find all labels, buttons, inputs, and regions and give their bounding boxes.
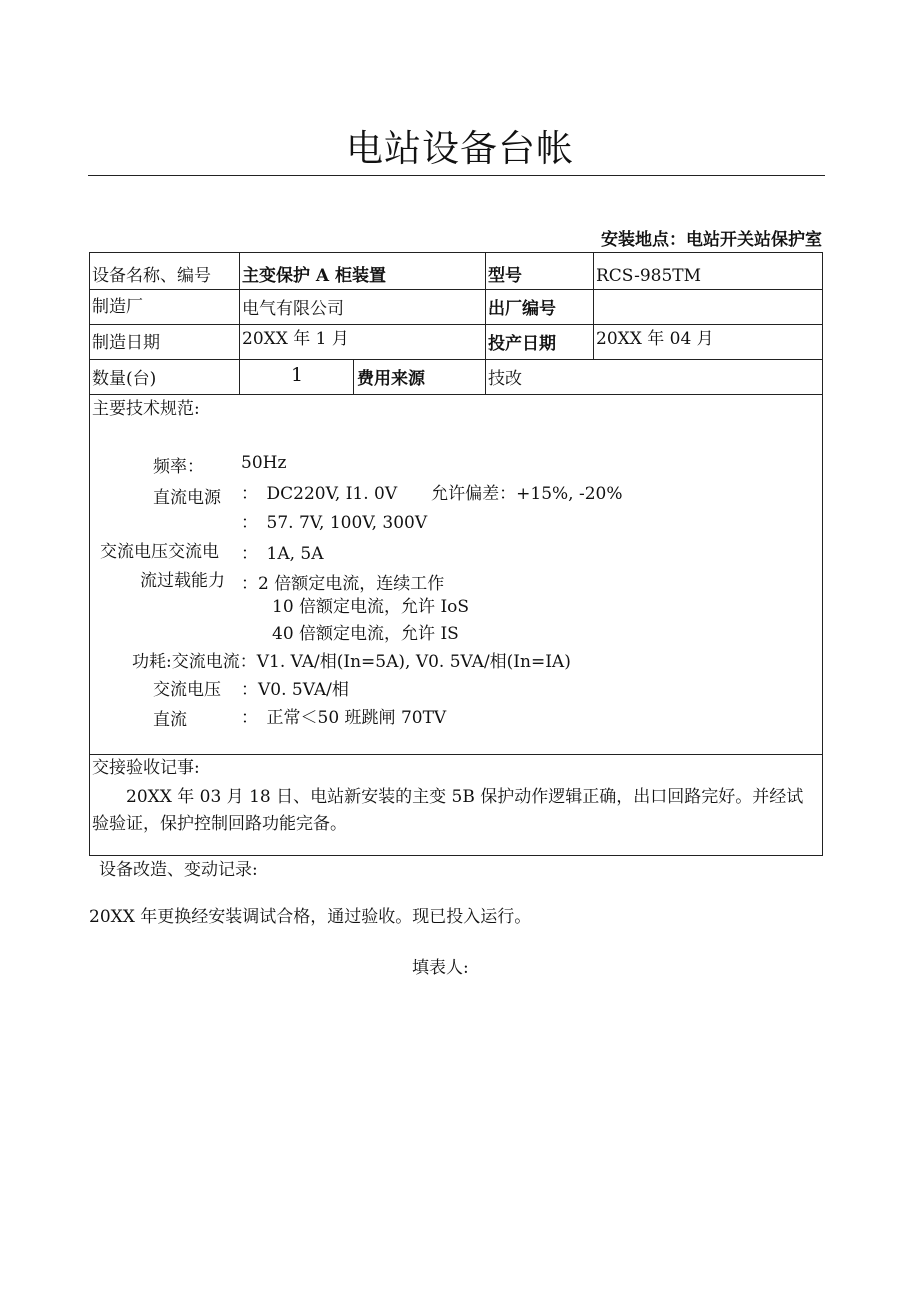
overload-label: 流过载能力	[140, 571, 225, 591]
filler-label: 填表人:	[412, 958, 469, 978]
dc-burden-label: 直流	[153, 710, 187, 730]
frequency-value: 50Hz	[241, 453, 287, 473]
manufacturer-label: 制造厂	[92, 297, 143, 317]
manufacture-date-label: 制造日期	[92, 333, 160, 353]
fund-source-value: 技改	[488, 369, 522, 389]
column-divider	[239, 252, 240, 394]
ac-voltage-value: ： 57. 7V, 100V, 300V	[241, 513, 428, 533]
fund-source-label: 费用来源	[357, 369, 425, 389]
row-divider	[89, 324, 823, 325]
dc-supply-value: ： DC220V, I1. 0V 允许偏差：+15%, -20%	[241, 484, 623, 504]
acceptance-heading: 交接验收记事:	[92, 758, 200, 778]
ac-voltage-burden-value: ：V0. 5VA/相	[241, 680, 349, 700]
commission-date-label: 投产日期	[488, 334, 556, 354]
dc-supply-label: 直流电源	[153, 488, 221, 508]
quantity-value: 1	[291, 364, 304, 386]
row-divider	[89, 394, 823, 395]
overload-value-2: 10 倍额定电流，允许 IoS	[272, 597, 470, 617]
overload-value-3: 40 倍额定电流，允许 IS	[272, 624, 459, 644]
equipment-name-label: 设备名称、编号	[92, 266, 211, 286]
column-divider	[485, 252, 486, 394]
modification-text: 20XX 年更换经安装调试合格，通过验收。现已投入运行。	[89, 907, 532, 927]
ac-voltage-burden-label: 交流电压	[153, 680, 221, 700]
install-location: 安装地点：电站开关站保护室	[601, 230, 822, 250]
ac-current-value: ： 1A, 5A	[241, 544, 324, 564]
overload-value-1: ：2 倍额定电流，连续工作	[241, 574, 445, 594]
power-consumption-line: 功耗:交流电流：V1. VA/相(In=5A), V0. 5VA/相(In=IA)	[132, 652, 571, 672]
row-divider	[89, 754, 823, 755]
modification-heading: 设备改造、变动记录:	[99, 860, 258, 880]
row-divider	[89, 289, 823, 290]
equipment-name-value: 主变保护 A 柜装置	[242, 266, 387, 286]
commission-date-value: 20XX 年 04 月	[596, 329, 714, 349]
document-title: 电站设备台帐	[346, 127, 574, 170]
ac-voltage-label: 交流电压交流电	[100, 542, 219, 562]
column-divider	[353, 359, 354, 394]
title-underline	[88, 175, 825, 176]
dc-burden-value: ： 正常＜50 班跳闸 70TV	[241, 708, 447, 728]
manufacture-date-value: 20XX 年 1 月	[242, 329, 349, 349]
model-label: 型号	[488, 266, 522, 286]
manufacturer-value: 电气有限公司	[242, 299, 344, 319]
frequency-label: 频率：	[153, 457, 204, 477]
model-value: RCS-985TM	[596, 266, 702, 286]
column-divider	[593, 252, 594, 359]
acceptance-text: 20XX 年 03 月 18 日、电站新安装的主变 5B 保护动作逻辑正确，出口回路完好。并经试验验证，保护控制回路功能完备。	[92, 787, 804, 834]
serial-number-label: 出厂编号	[488, 299, 556, 319]
quantity-label: 数量(台)	[92, 369, 157, 389]
row-divider	[89, 359, 823, 360]
tech-spec-heading: 主要技术规范:	[92, 399, 200, 419]
